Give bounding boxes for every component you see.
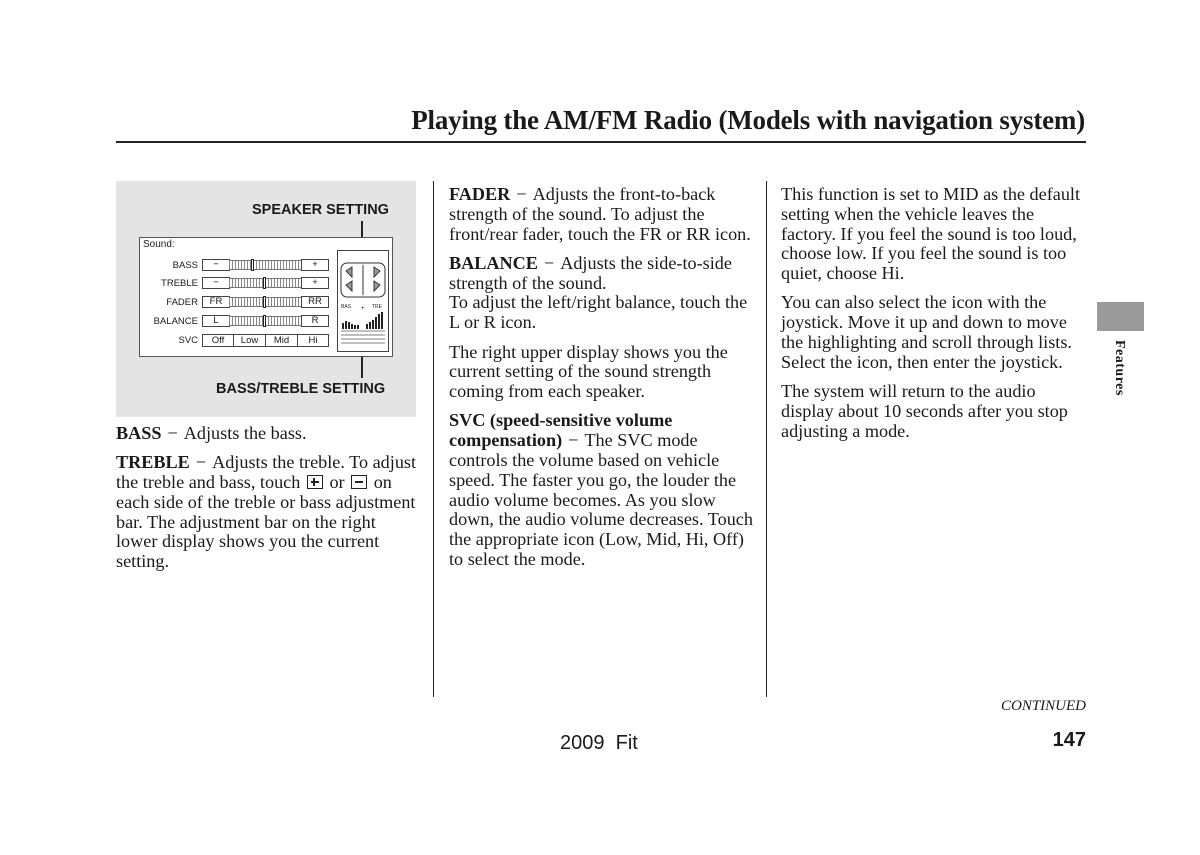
svc-row bbox=[140, 334, 335, 347]
section-tab-label: Features bbox=[1112, 340, 1127, 396]
mini-treble-label: TRE bbox=[372, 304, 382, 310]
treble-knob[interactable] bbox=[263, 277, 266, 289]
section-tab bbox=[1097, 302, 1144, 331]
treble-minus-button[interactable]: − bbox=[202, 277, 230, 289]
row-label: TREBLE bbox=[161, 278, 198, 289]
svc-low-button[interactable]: Low bbox=[233, 334, 266, 347]
column-2 bbox=[449, 185, 754, 579]
fader-rear-button[interactable]: RR bbox=[301, 296, 329, 308]
bass-treble-setting-label: BASS/TREBLE SETTING bbox=[216, 381, 386, 397]
svc-hi-button[interactable]: Hi bbox=[297, 334, 329, 347]
model-label: 2009 Fit bbox=[560, 732, 638, 754]
column-divider-left bbox=[433, 181, 434, 697]
balance-term: BALANCE bbox=[449, 252, 538, 273]
balance-row bbox=[140, 315, 335, 328]
fader-front-button[interactable]: FR bbox=[202, 296, 230, 308]
joystick-paragraph: You can also select the icon with the joystick. Move it up and down to move the highlighting and scroll through lists. Select the icon, then enter the joystick. bbox=[781, 292, 1072, 372]
upper-display-paragraph: The right upper display shows you the current setting of the sound strength coming from each speaker. bbox=[449, 341, 728, 402]
page-number: 147 bbox=[1052, 729, 1086, 751]
column-1 bbox=[116, 424, 421, 582]
screen-title: Sound: bbox=[143, 239, 175, 250]
minus-key-icon bbox=[351, 475, 367, 489]
fader-text: Adjusts the front-to-back strength of the sound. To adjust the front/rear fader, touch the FR or RR icon. bbox=[449, 184, 751, 244]
treble-paragraph: TREBLE − Adjusts the treble. To adjust the treble and bass, touch or on each side of the treble or bass adjustment bar. The adjustment bar on the right lower display shows you the current setting. bbox=[116, 452, 417, 572]
balance-paragraph: BALANCE − Adjusts the side-to-side strength of the sound. To adjust the left/right balance, touch the L or R icon. bbox=[449, 252, 748, 333]
mini-plus-label: + bbox=[361, 306, 365, 312]
page-title: Playing the AM/FM Radio (Models with navigation system) bbox=[411, 105, 1085, 135]
row-label: BASS bbox=[172, 260, 198, 271]
treble-text-1: Adjusts the treble. To adjust the treble and bass, touch bbox=[116, 452, 417, 493]
bass-knob[interactable] bbox=[251, 259, 254, 271]
row-label: SVC bbox=[178, 335, 198, 346]
treble-row bbox=[140, 277, 335, 290]
row-label: BALANCE bbox=[153, 316, 198, 327]
speaker-icon bbox=[341, 263, 385, 297]
treble-text-2: on each side of the treble or bass adjustment bar. The adjustment bar on the right lower display shows you the current setting. bbox=[116, 472, 416, 572]
column-divider-right bbox=[766, 181, 767, 697]
fader-row bbox=[140, 296, 335, 309]
column-3 bbox=[781, 185, 1086, 451]
plus-key-icon bbox=[307, 475, 323, 489]
bass-bar[interactable] bbox=[229, 260, 301, 270]
fader-knob[interactable] bbox=[263, 296, 266, 308]
title-rule bbox=[116, 141, 1086, 143]
fader-paragraph: FADER − Adjusts the front-to-back strength of the sound. To adjust the front/rear fader, touch the FR or RR icon. bbox=[449, 184, 751, 244]
speaker-display bbox=[337, 250, 389, 352]
svc-off-button[interactable]: Off bbox=[202, 334, 234, 347]
bass-paragraph: BASS − Adjusts the bass. bbox=[116, 423, 307, 443]
timeout-paragraph: The system will return to the audio display about 10 seconds after you stop adjusting a mode. bbox=[781, 381, 1068, 441]
balance-bar[interactable] bbox=[229, 316, 301, 326]
svc-paragraph: SVC (speed-sensitive volume compensation) − The SVC mode controls the volume based on vehicle speed. The faster you go, the louder the audio volume becomes. As you slow down, the audio volume decreases. Touch the appropriate icon (Low, Mid, Hi, Off) to select the mode. bbox=[449, 410, 753, 570]
mini-bass-label: BAS bbox=[341, 304, 352, 310]
treble-plus-button[interactable]: + bbox=[301, 277, 329, 289]
continued-label: CONTINUED bbox=[1000, 698, 1086, 714]
fader-bar[interactable] bbox=[229, 297, 301, 307]
svc-text: The SVC mode controls the volume based on vehicle speed. The faster you go, the louder the audio volume becomes. As you slow down, the audio volume decreases. Touch the appropriate icon (Low, Mid, Hi, Off) to select the mode. bbox=[449, 430, 753, 570]
fader-term: FADER bbox=[449, 184, 511, 204]
sound-settings-figure bbox=[116, 181, 416, 417]
speaker-setting-label: SPEAKER SETTING bbox=[252, 202, 389, 218]
sound-screen bbox=[139, 237, 393, 357]
bass-plus-button[interactable]: + bbox=[301, 259, 329, 271]
default-setting-paragraph: This function is set to MID as the default setting when the vehicle leaves the factory. If you feel the sound is too loud, choose low. If you feel the sound is too quiet, choose Hi. bbox=[781, 184, 1081, 284]
bass-text: Adjusts the bass. bbox=[183, 423, 307, 443]
equalizer-bars-icon bbox=[342, 312, 383, 329]
speaker-display-graphic bbox=[338, 251, 388, 351]
balance-right-button[interactable]: R bbox=[301, 315, 329, 327]
balance-left-button[interactable]: L bbox=[202, 315, 230, 327]
treble-or: or bbox=[329, 472, 345, 493]
bass-term: BASS bbox=[116, 423, 162, 443]
svc-term: SVC (speed-sensitive volume compensation) bbox=[449, 410, 673, 451]
scale-lines bbox=[341, 331, 385, 343]
treble-term: TREBLE bbox=[116, 452, 190, 473]
bass-minus-button[interactable]: − bbox=[202, 259, 230, 271]
svc-mid-button[interactable]: Mid bbox=[265, 334, 298, 347]
bass-row bbox=[140, 259, 335, 272]
balance-text: Adjusts the side-to-side strength of the sound. bbox=[449, 252, 732, 293]
treble-bar[interactable] bbox=[229, 278, 301, 288]
balance-text-2: To adjust the left/right balance, touch the L or R icon. bbox=[449, 292, 748, 333]
row-label: FADER bbox=[166, 297, 198, 308]
balance-knob[interactable] bbox=[263, 315, 266, 327]
